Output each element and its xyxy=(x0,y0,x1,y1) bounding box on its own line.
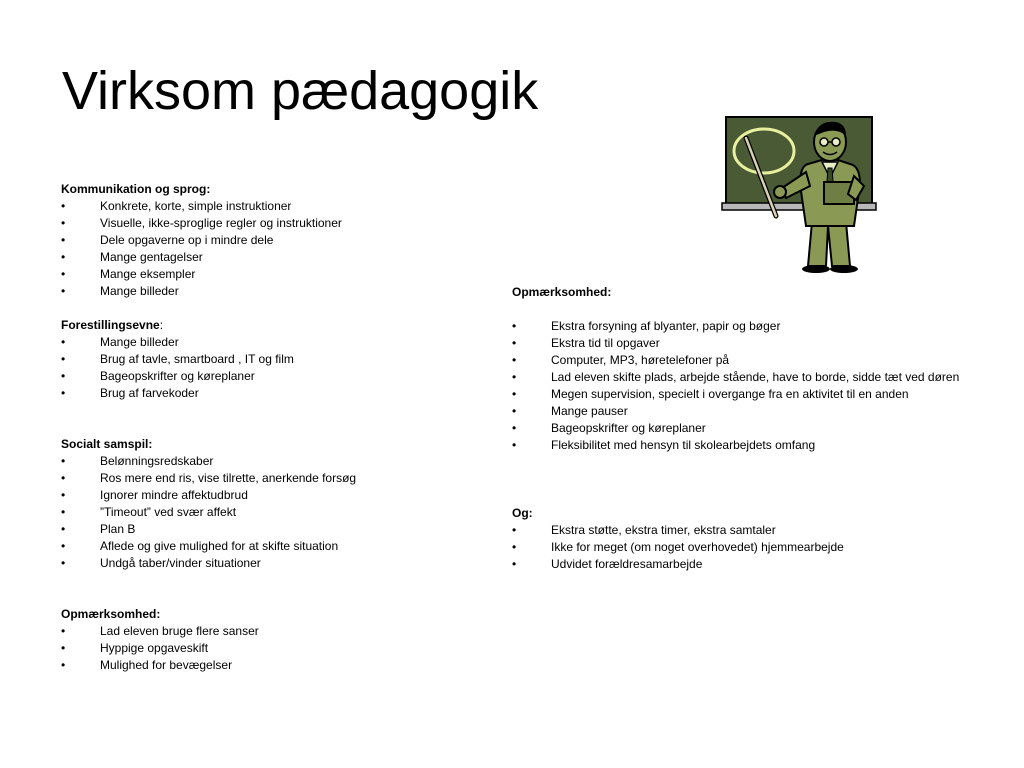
bullet-icon: • xyxy=(512,523,517,537)
bullet-icon: • xyxy=(512,353,517,367)
list-item xyxy=(61,283,471,300)
bullet-icon: • xyxy=(512,540,517,554)
slide-title: Virksom pædagogik xyxy=(62,61,539,121)
section-heading: Opmærksomhed: xyxy=(512,285,612,299)
bullet-icon: • xyxy=(512,438,517,452)
bullet-icon: • xyxy=(61,488,66,502)
list-item xyxy=(61,657,471,674)
list-item-text: Fleksibilitet med hensyn til skolearbejdets omfang xyxy=(551,438,816,452)
list-item xyxy=(61,385,471,402)
list-item xyxy=(61,453,471,470)
list-item xyxy=(61,470,471,487)
list-item-text: Undgå taber/vinder situationer xyxy=(100,556,261,570)
list-item-text: Mange billeder xyxy=(100,284,179,298)
list-item-text: Brug af farvekoder xyxy=(100,386,199,400)
section-heading-suffix: : xyxy=(159,318,164,332)
bullet-icon: • xyxy=(61,284,66,298)
list-item-text: Lad eleven skifte plads, arbejde stående, have to borde, sidde tæt ved døren xyxy=(551,370,960,384)
bullet-icon: • xyxy=(61,267,66,281)
list-item xyxy=(512,437,972,454)
bullet-icon: • xyxy=(61,624,66,638)
list-item xyxy=(512,386,972,403)
list-item-text: Mange billeder xyxy=(100,335,179,349)
bullet-icon: • xyxy=(61,658,66,672)
list-item-text: Dele opgaverne op i mindre dele xyxy=(100,233,274,247)
section-heading: Socialt samspil: xyxy=(61,437,153,451)
bullet-list xyxy=(512,318,972,454)
right-column xyxy=(512,284,972,573)
bullet-icon: • xyxy=(61,216,66,230)
bullet-icon: • xyxy=(61,556,66,570)
list-item-text: Mange gentagelser xyxy=(100,250,203,264)
bullet-icon: • xyxy=(512,319,517,333)
list-item-text: Udvidet forældresamarbejde xyxy=(551,557,703,571)
list-item xyxy=(512,318,972,335)
bullet-icon: • xyxy=(512,404,517,418)
section-opmaerksomhed-left xyxy=(61,606,471,674)
list-item-text: Ekstra forsyning af blyanter, papir og bøger xyxy=(551,319,781,333)
list-item xyxy=(512,522,972,539)
section-heading: Og: xyxy=(512,506,533,520)
bullet-icon: • xyxy=(61,233,66,247)
bullet-icon: • xyxy=(61,641,66,655)
list-item xyxy=(61,487,471,504)
bullet-icon: • xyxy=(512,370,517,384)
list-item-text: Plan B xyxy=(100,522,136,536)
list-item-text: Megen supervision, specielt i overgange fra en aktivitet til en anden xyxy=(551,387,909,401)
list-item-text: Ros mere end ris, vise tilrette, anerkende forsøg xyxy=(100,471,357,485)
list-item-text: ”Timeout” ved svær affekt xyxy=(100,505,237,519)
teacher-at-chalkboard-icon xyxy=(720,114,882,274)
list-item xyxy=(61,266,471,283)
list-item xyxy=(512,420,972,437)
list-item-text: Brug af tavle, smartboard , IT og film xyxy=(100,352,294,366)
list-item xyxy=(512,369,972,386)
bullet-icon: • xyxy=(512,387,517,401)
bullet-list xyxy=(512,522,972,573)
list-item xyxy=(512,335,972,352)
bullet-icon: • xyxy=(512,336,517,350)
list-item xyxy=(61,198,471,215)
bullet-icon: • xyxy=(61,454,66,468)
section-og xyxy=(512,505,972,573)
section-heading: Opmærksomhed: xyxy=(61,607,161,621)
bullet-icon: • xyxy=(61,250,66,264)
bullet-icon: • xyxy=(61,199,66,213)
list-item-text: Lad eleven bruge flere sanser xyxy=(100,624,259,638)
list-item-text: Ignorer mindre affektudbrud xyxy=(100,488,248,502)
bullet-icon: • xyxy=(61,471,66,485)
list-item xyxy=(512,556,972,573)
list-item-text: Mange pauser xyxy=(551,404,628,418)
list-item xyxy=(61,215,471,232)
bullet-icon: • xyxy=(61,352,66,366)
list-item xyxy=(61,351,471,368)
list-item xyxy=(61,640,471,657)
list-item xyxy=(61,368,471,385)
list-item xyxy=(61,538,471,555)
list-item-text: Bageopskrifter og køreplaner xyxy=(100,369,255,383)
section-forestillingsevne xyxy=(61,317,471,402)
bullet-icon: • xyxy=(61,386,66,400)
list-item xyxy=(61,504,471,521)
bullet-icon: • xyxy=(61,539,66,553)
list-item-text: Hyppige opgaveskift xyxy=(100,641,209,655)
list-item xyxy=(61,623,471,640)
list-item-text: Bageopskrifter og køreplaner xyxy=(551,421,706,435)
list-item xyxy=(512,352,972,369)
list-item xyxy=(61,521,471,538)
section-heading-text: Forestillingsevne xyxy=(61,318,160,332)
bullet-icon: • xyxy=(61,369,66,383)
list-item xyxy=(61,555,471,572)
list-item-text: Ekstra tid til opgaver xyxy=(551,336,660,350)
bullet-icon: • xyxy=(61,522,66,536)
list-item-text: Mulighed for bevægelser xyxy=(100,658,233,672)
bullet-icon: • xyxy=(512,557,517,571)
list-item-text: Visuelle, ikke-sproglige regler og instruktioner xyxy=(100,216,342,230)
bullet-list xyxy=(61,623,471,674)
list-item-text: Ekstra støtte, ekstra timer, ekstra samtaler xyxy=(551,523,776,537)
teacher-illustration xyxy=(720,114,882,274)
list-item-text: Mange eksempler xyxy=(100,267,196,281)
section-heading: Kommunikation og sprog: xyxy=(61,182,211,196)
section-opmaerksomhed-right xyxy=(512,284,972,454)
bullet-icon: • xyxy=(61,505,66,519)
section-socialt-samspil xyxy=(61,436,471,572)
list-item-text: Ikke for meget (om noget overhovedet) hjemmearbejde xyxy=(551,540,844,554)
list-item xyxy=(512,539,972,556)
bullet-list xyxy=(61,453,471,572)
list-item-text: Konkrete, korte, simple instruktioner xyxy=(100,199,292,213)
bullet-icon: • xyxy=(61,335,66,349)
section-heading xyxy=(61,317,471,334)
list-item xyxy=(61,249,471,266)
bullet-list xyxy=(61,198,471,300)
list-item xyxy=(61,334,471,351)
list-item-text: Computer, MP3, høretelefoner på xyxy=(551,353,730,367)
section-kommunikation xyxy=(61,181,471,300)
list-item xyxy=(61,232,471,249)
list-item-text: Aflede og give mulighed for at skifte situation xyxy=(100,539,339,553)
list-item xyxy=(512,403,972,420)
list-item-text: Belønningsredskaber xyxy=(100,454,214,468)
bullet-list xyxy=(61,334,471,402)
bullet-icon: • xyxy=(512,421,517,435)
left-column xyxy=(61,181,471,674)
